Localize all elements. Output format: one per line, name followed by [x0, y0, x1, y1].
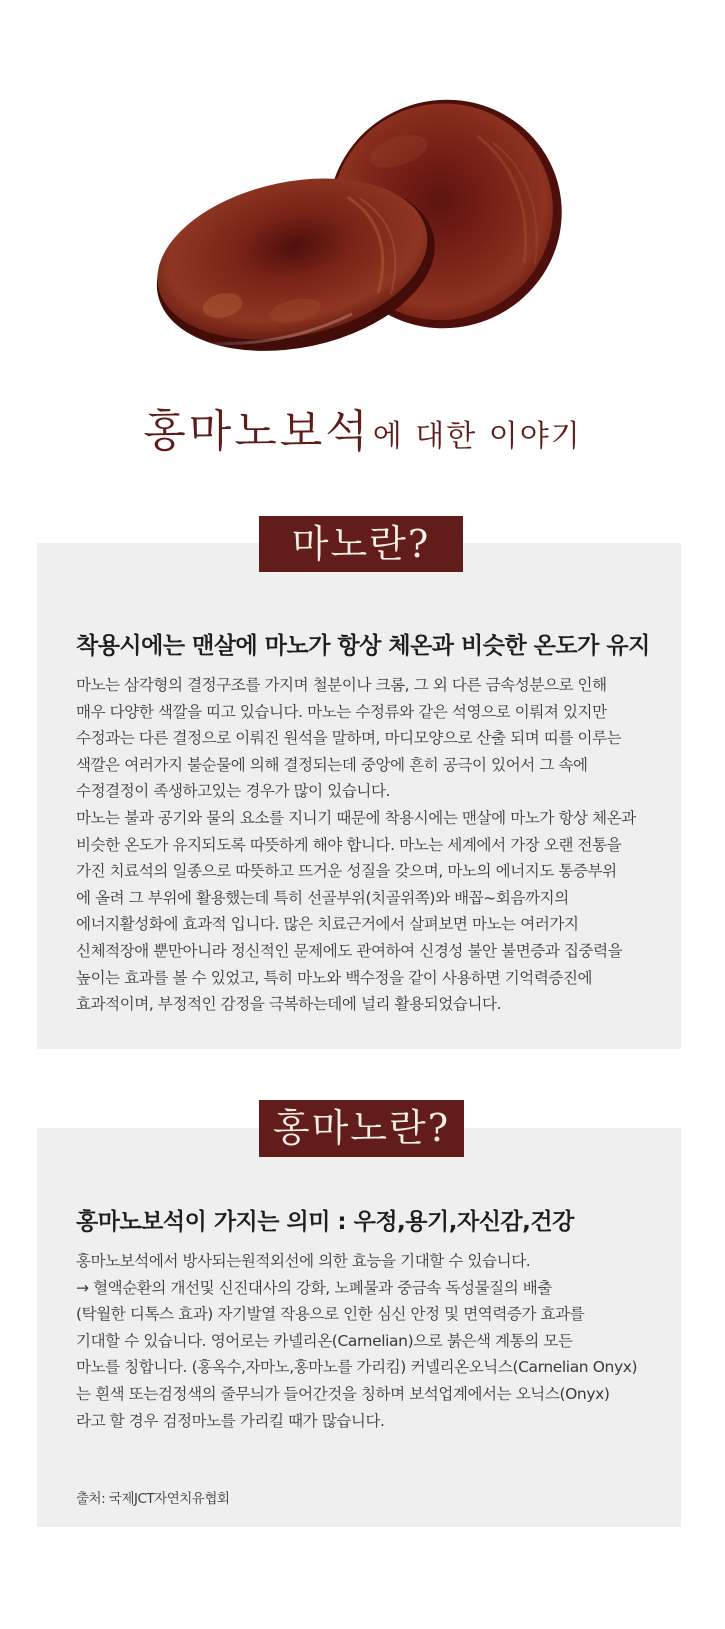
body-line: → 혈액순환의 개선및 신진대사의 강화, 노폐물과 중금속 독성물질의 배출 — [76, 1278, 552, 1297]
body-line: 색깔은 여러가지 불순물에 의해 결정되는데 중앙에 흔히 공극이 있어서 그 속에 — [76, 755, 588, 774]
body-line: 에너지활성화에 효과적 입니다. 많은 치료근거에서 살펴보면 마노는 여러가지 — [76, 915, 579, 934]
body-line: 라고 할 경우 검정마노를 가리킬 때가 많습니다. — [76, 1411, 385, 1430]
section-heading-red-agate: 홍마노보석이 가지는 의미 : 우정,용기,자신감,건강 — [76, 1209, 574, 1235]
body-line: 는 흰색 또는검정색의 줄무늬가 들어간것을 칭하며 보석업계에서는 오닉스(Onyx) — [76, 1384, 610, 1403]
body-line: 높이는 효과를 볼 수 있었고, 특히 마노와 백수정을 같이 사용하면 기억력증진에 — [76, 968, 593, 987]
page-title — [0, 395, 725, 459]
body-line: 에 올려 그 부위에 활용했는데 특히 선골부위(치골위쪽)와 배꼽~회음까지의 — [76, 888, 569, 907]
body-line: 수정결정이 족생하고있는 경우가 많이 있습니다. — [76, 782, 391, 801]
source-citation: 출처: 국제JCT자연치유협회 — [76, 1491, 230, 1507]
title-rest: 에 대한 이야기 — [372, 419, 582, 454]
section-heading-agate: 착용시에는 맨살에 마노가 항상 체온과 비슷한 온도가 유지 — [76, 633, 650, 659]
body-line: 마노는 불과 공기와 물의 요소를 지니기 때문에 착용시에는 맨살에 마노가 항상 체온과 — [76, 808, 636, 827]
body-line: 매우 다양한 색깔을 띠고 있습니다. 마노는 수정류와 같은 석영으로 이뤄져 있지만 — [76, 702, 607, 721]
body-line: 홍마노보석에서 방사되는원적외선에 의한 효능을 기대할 수 있습니다. — [76, 1252, 531, 1270]
section-body-agate — [76, 672, 656, 1018]
title-emphasis: 홍마노보석 — [143, 406, 371, 457]
agate-stones-illustration — [0, 0, 725, 380]
body-line: 수정과는 다른 결정으로 이뤄진 원석을 말하며, 마디모양으로 산출 되며 띠를 이루는 — [76, 729, 622, 748]
body-line: 마노를 칭합니다. (홍옥수,자마노,홍마노를 가리킴) 커넬리온오닉스(Carnelian Onyx) — [76, 1358, 638, 1377]
body-line: (탁월한 디톡스 효과) 자기발열 작용으로 인한 심신 안정 및 면역력증가 효과를 — [76, 1305, 585, 1324]
body-line: 효과적이며, 부정적인 감정을 극복하는데에 널리 활용되었습니다. — [76, 995, 502, 1014]
body-line: 기대할 수 있습니다. 영어로는 카넬리온(Carnelian)으로 붉은색 계통의 모든 — [76, 1331, 573, 1350]
section-badge-agate: 마노란? — [259, 516, 463, 572]
section-badge-red-agate: 홍마노란? — [259, 1100, 464, 1157]
hero-image — [0, 0, 725, 380]
body-line: 마노는 삼각형의 결정구조를 가지며 철분이나 크롬, 그 외 다른 금속성분으로 인해 — [76, 676, 607, 694]
section-body-red-agate — [76, 1248, 656, 1434]
body-line: 비슷한 온도가 유지되도록 따뜻하게 해야 합니다. 마노는 세계에서 가장 오랜 전통을 — [76, 835, 622, 854]
body-line: 신체적장애 뿐만아니라 정신적인 문제에도 관여하여 신경성 불안 불면증과 집중력을 — [76, 941, 623, 960]
body-line: 가진 치료석의 일종으로 따뜻하고 뜨거운 성질을 갖으며, 마노의 에너지도 통증부위 — [76, 862, 617, 881]
